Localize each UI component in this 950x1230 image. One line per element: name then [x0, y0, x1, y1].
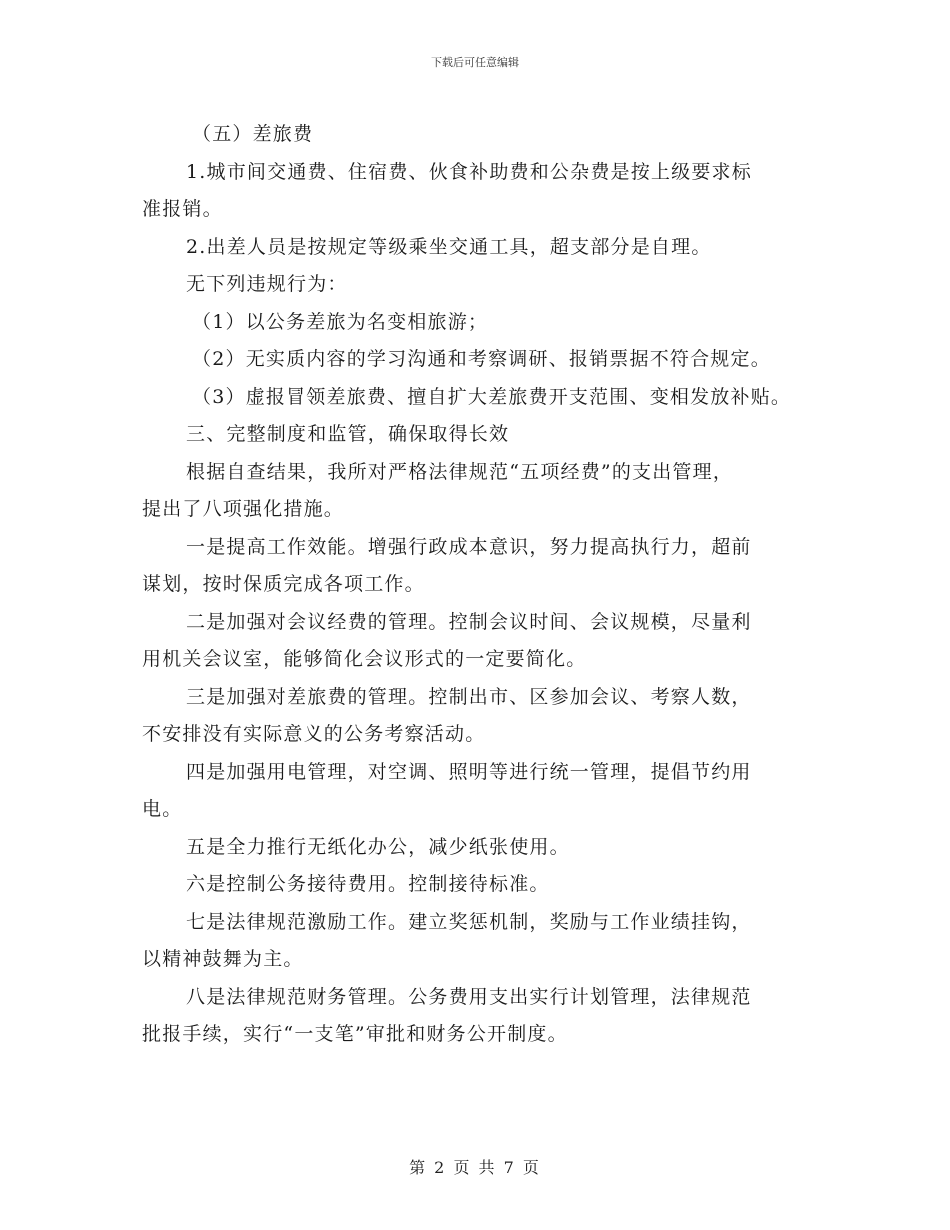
text-line: 无下列违规行为：	[186, 273, 348, 295]
text-line: 以精神鼓舞为主。	[142, 948, 304, 970]
text-line: 用机关会议室，能够简化会议形式的一定要简化。	[142, 648, 587, 670]
text-line: 四是加强用电管理，对空调、照明等进行统一管理，提倡节约用	[186, 760, 752, 783]
section-heading: 三、完整制度和监管，确保取得长效	[186, 423, 510, 445]
text-line: （五）差旅费	[192, 123, 314, 145]
text-line: （2）无实质内容的学习沟通和考察调研、报销票据不符合规定。	[192, 348, 771, 370]
page-footer: 第 2 页 共 7 页	[409, 1158, 541, 1177]
text-line: 批报手续，实行“一支笔”审批和财务公开制度。	[142, 1023, 568, 1045]
text-line: 电。	[142, 798, 183, 820]
text-line: 五是全力推行无纸化办公，减少纸张使用。	[186, 835, 570, 858]
text-line: 三是加强对差旅费的管理。控制出市、区参加会议、考察人数，	[186, 685, 752, 708]
text-line: 谋划，按时保质完成各项工作。	[142, 573, 425, 595]
text-line: 七是法律规范激励工作。建立奖惩机制，奖励与工作业绩挂钩，	[186, 910, 752, 933]
text-line: 1.城市间交通费、住宿费、伙食补助费和公杂费是按上级要求标	[186, 160, 752, 183]
text-line: （3）虚报冒领差旅费、擅自扩大差旅费开支范围、变相发放补贴。	[192, 385, 792, 408]
text-line: 2.出差人员是按规定等级乘坐交通工具，超支部分是自理。	[186, 235, 712, 258]
text-line: 八是法律规范财务管理。公务费用支出实行计划管理，法律规范	[186, 985, 752, 1008]
text-line: 一是提高工作效能。增强行政成本意识，努力提高执行力，超前	[186, 535, 752, 558]
text-line: 不安排没有实际意义的公务考察活动。	[142, 723, 486, 745]
text-line: 二是加强对会议经费的管理。控制会议时间、会议规模，尽量利	[186, 610, 752, 633]
text-line: 提出了八项强化措施。	[142, 498, 345, 520]
text-line: 准报销。	[142, 198, 223, 220]
text-line: （1）以公务差旅为名变相旅游；	[192, 310, 489, 333]
page-header: 下载后可任意编辑	[431, 56, 519, 69]
document-body	[142, 116, 822, 1054]
text-line: 六是控制公务接待费用。控制接待标准。	[186, 873, 550, 895]
text-line: 根据自查结果，我所对严格法律规范“五项经费”的支出管理，	[186, 460, 734, 483]
